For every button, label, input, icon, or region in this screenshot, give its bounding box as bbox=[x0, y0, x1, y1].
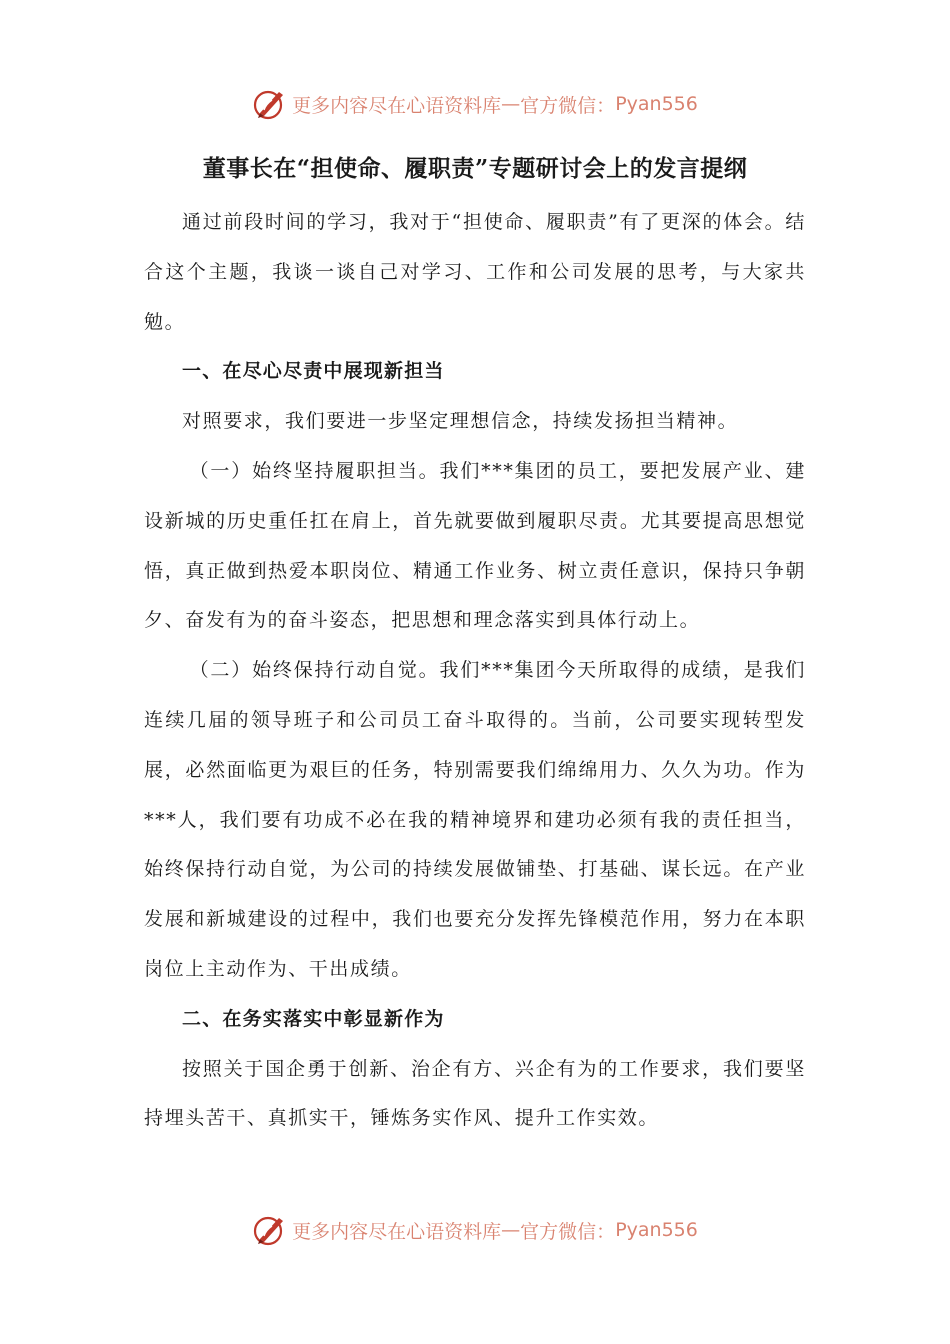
watermark-text: 更多内容尽在心语资料库 bbox=[292, 1220, 502, 1243]
watermark-footer bbox=[0, 1210, 950, 1250]
paragraph-intro: 通过前段时间的学习，我对于“担使命、履职责”有了更深的体会。结合这个主题，我谈一谈自己对学习、工作和公司发展的思考，与大家共勉。 bbox=[144, 211, 806, 333]
pen-logo-icon bbox=[252, 1212, 288, 1248]
paragraph-section-2-intro: 按照关于国企勇于创新、治企有方、兴企有为的工作要求，我们要坚持埋头苦干、真抓实干，锤炼务实作风、提升工作实效。 bbox=[144, 1057, 806, 1130]
watermark-wechat-id: Pyan556 bbox=[615, 93, 698, 115]
watermark-wechat-label: 官方微信： bbox=[520, 94, 616, 117]
watermark-dash: — bbox=[501, 93, 521, 115]
heading-section-2: 二、在务实落实中彰显新作为 bbox=[182, 1007, 445, 1030]
watermark-wechat-id: Pyan556 bbox=[615, 1219, 698, 1241]
watermark-header bbox=[0, 84, 950, 124]
document-title: 董事长在“担使命、履职责”专题研讨会上的发言提纲 bbox=[202, 155, 748, 182]
watermark-wechat-label: 官方微信： bbox=[520, 1220, 616, 1243]
paragraph-point-1: （一）始终坚持履职担当。我们***集团的员工，要把发展产业、建设新城的历史重任扛在肩上，首先就要做到履职尽责。尤其要提高思想觉悟，真正做到热爱本职岗位、精通工作业务、树立责任意识，保持只争朝夕、奋发有为的奋斗姿态，把思想和理念落实到具体行动上。 bbox=[144, 459, 806, 632]
watermark-text: 更多内容尽在心语资料库 bbox=[292, 94, 502, 117]
paragraph-point-2: （二）始终保持行动自觉。我们***集团今天所取得的成绩，是我们连续几届的领导班子和公司员工奋斗取得的。当前，公司要实现转型发展，必然面临更为艰巨的任务，特别需要我们绵绵用力、久久为功。作为***人，我们要有功成不必在我的精神境界和建功必须有我的责任担当，始终保持行动自觉，为公司的持续发展做铺垫、打基础、谋长远。在产业发展和新城建设的过程中，我们也要充分发挥先锋模范作用，努力在本职岗位上主动作为、干出成绩。 bbox=[144, 659, 806, 980]
watermark-dash: — bbox=[501, 1219, 521, 1241]
paragraph-requirement: 对照要求，我们要进一步坚定理想信念，持续发扬担当精神。 bbox=[182, 410, 739, 433]
heading-section-1: 一、在尽心尽责中展现新担当 bbox=[182, 360, 445, 383]
document-body bbox=[144, 198, 806, 1144]
pen-logo-icon bbox=[252, 86, 288, 122]
